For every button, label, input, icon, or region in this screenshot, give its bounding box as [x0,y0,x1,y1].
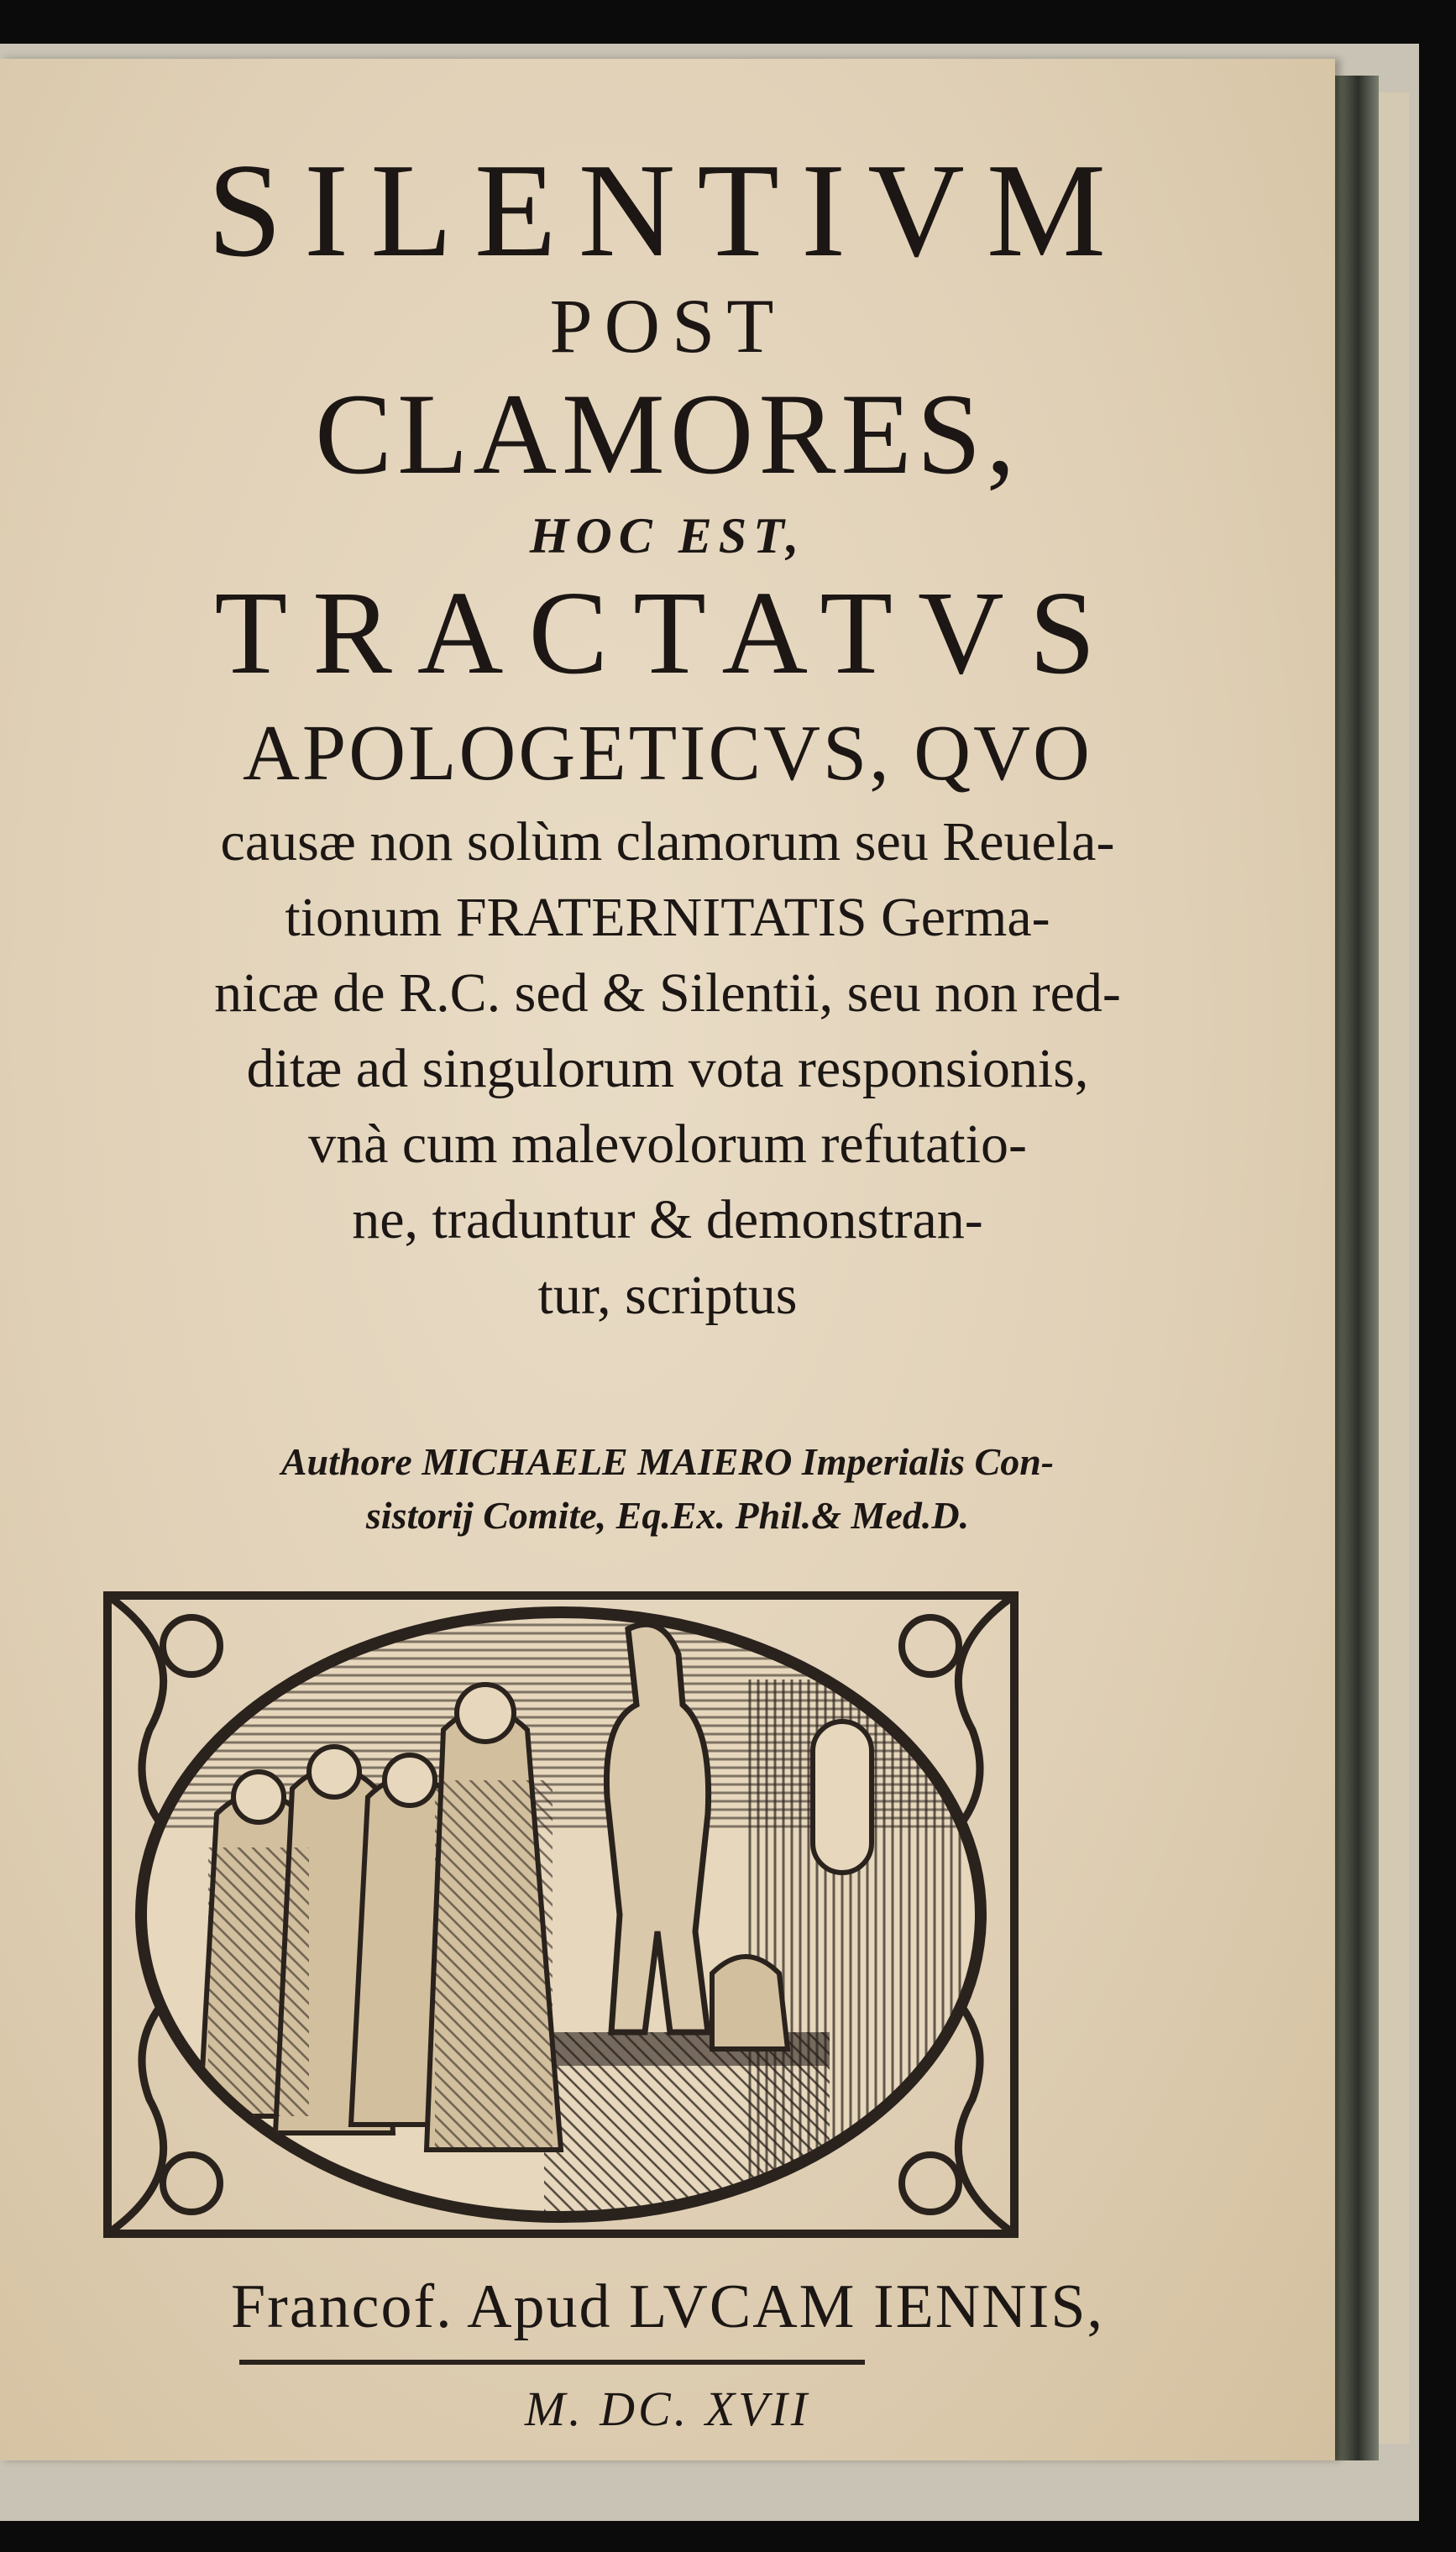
title-silentium: SILENTIVM [207,135,1129,285]
title-clamores: CLAMORES, [315,369,1020,498]
title-tractatus: TRACTATVS [214,566,1121,699]
page-edge [1379,92,1409,2444]
body-line: causæ non solùm clamorum seu Reuela- [220,811,1115,873]
body-line: ditæ ad singulorum vota responsionis, [246,1038,1089,1099]
title-hoc-est: HOC EST, [529,508,806,563]
body-line: nicæ de R.C. sed & Silentii, seu non red- [214,962,1121,1024]
body-line: tur, scriptus [537,1265,798,1326]
author-line: Authore MICHAELE MAIERO Imperialis Con- [280,1440,1055,1483]
body-line: ne, traduntur & demonstran- [352,1189,983,1250]
title-post: POST [549,283,786,369]
body-line: vnà cum malevolorum refutatio- [308,1114,1027,1175]
woodcut-illustration [91,1579,1031,2251]
publication-date: M. DC. XVII [524,2382,811,2436]
body-line: tionum FRATERNITATIS Germa- [285,887,1050,948]
divider-rule [239,2360,865,2365]
author-line: sistorij Comite, Eq.Ex. Phil.& Med.D. [365,1494,970,1537]
title-page [0,59,1335,2460]
title-apologeticus: APOLOGETICVS, QVO [243,710,1092,797]
imprint: Francof. Apud LVCAM IENNIS, [231,2272,1104,2341]
